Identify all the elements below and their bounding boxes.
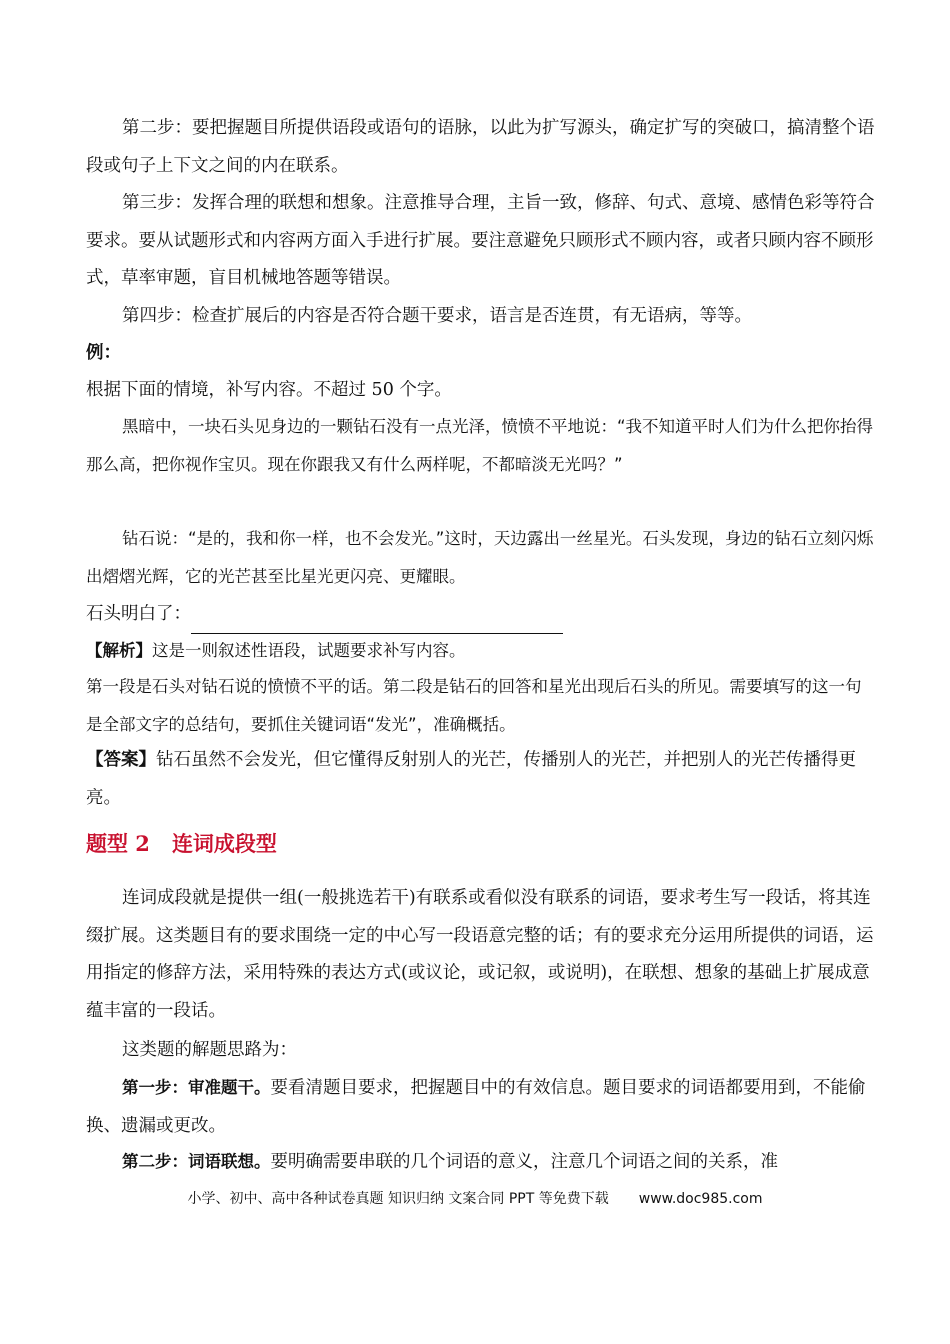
answer-tag: 【答案】	[86, 750, 156, 770]
section-title: 连词成段型	[171, 831, 277, 856]
answer-paragraph	[86, 742, 876, 817]
step1-paragraph	[86, 1069, 876, 1145]
analysis-text-1: 这是一则叙述性语段，试题要求补写内容。	[152, 641, 466, 660]
analysis-line	[86, 632, 876, 670]
example-label: 例：	[86, 343, 121, 363]
section-number: 题型 2	[86, 831, 150, 856]
section-intro: 连词成段就是提供一组(一般挑选若干)有联系或看似没有联系的词语，要求考生写一段话，将其连缀扩展。这类题目有的要求围绕一定的中心写一段语意完整的话；有的要求充分运用所提供的词语，运用指定的修辞方法，采用特殊的表达方式(或议论，或记叙，或说明)，在联想、想象的基础上扩展成意蕴丰富的一段话。	[86, 888, 874, 1021]
step2b-label: 第二步：词语联想。	[122, 1152, 271, 1171]
step1-text: 要看清题目要求，把握题目中的有效信息。题目要求的词语都要用到，不能偷换、遗漏或更改。	[86, 1078, 866, 1136]
step4-paragraph: 第四步：检查扩展后的内容是否符合题干要求，语言是否连贯，有无语病，等等。	[122, 306, 752, 326]
step1-label: 第一步：审准题干。	[122, 1078, 271, 1097]
story-paragraph-2: 钻石说：“是的，我和你一样，也不会发光。”这时，天边露出一丝星光。石头发现，身边的钻石立刻闪烁出熠熠光辉，它的光芒甚至比星光更闪亮、更耀眼。	[86, 529, 874, 586]
example-prompt: 根据下面的情境，补写内容。不超过 50 个字。	[86, 380, 452, 400]
answer-blank	[191, 611, 563, 634]
step2b-text: 要明确需要串联的几个词语的意义，注意几个词语之间的关系，准	[270, 1152, 778, 1172]
approach-line: 这类题的解题思路为：	[122, 1040, 297, 1060]
step3-paragraph: 第三步：发挥合理的联想和想象。注意推导合理，主旨一致，修辞、句式、意境、感情色彩等符合要求。要从试题形式和内容两方面入手进行扩展。要注意避免只顾形式不顾内容，或者只顾内容不顾形式，草率审题，盲目机械地答题等错误。	[86, 193, 875, 288]
step2b-paragraph	[86, 1143, 876, 1182]
analysis-paragraph: 第一段是石头对钻石说的愤愤不平的话。第二段是钻石的回答和星光出现后石头的所见。需要填写的这一句是全部文字的总结句，要抓住关键词语“发光”，准确概括。	[86, 677, 862, 734]
answer-text: 钻石虽然不会发光，但它懂得反射别人的光芒，传播别人的光芒，并把别人的光芒传播得更亮。	[86, 750, 856, 808]
step2-paragraph: 第二步：要把握题目所提供语段或语句的语脉，以此为扩写源头，确定扩写的突破口，搞清整个语段或句子上下文之间的内在联系。	[86, 118, 875, 176]
footer-site-link[interactable]: www.doc985.com	[638, 1191, 763, 1207]
analysis-tag: 【解析】	[86, 641, 152, 660]
section-heading	[86, 828, 277, 858]
page-footer	[0, 1188, 950, 1208]
footer-text: 小学、初中、高中各种试卷真题 知识归纳 文案合同 PPT 等免费下载	[187, 1191, 609, 1207]
story-paragraph-1: 黑暗中，一块石头见身边的一颗钻石没有一点光泽，愤愤不平地说：“我不知道平时人们为什么把你抬得那么高，把你视作宝贝。现在你跟我又有什么两样呢，不都暗淡无光吗？”	[86, 417, 874, 474]
fill-blank-line	[86, 596, 876, 634]
fill-blank-label: 石头明白了：	[86, 604, 191, 624]
